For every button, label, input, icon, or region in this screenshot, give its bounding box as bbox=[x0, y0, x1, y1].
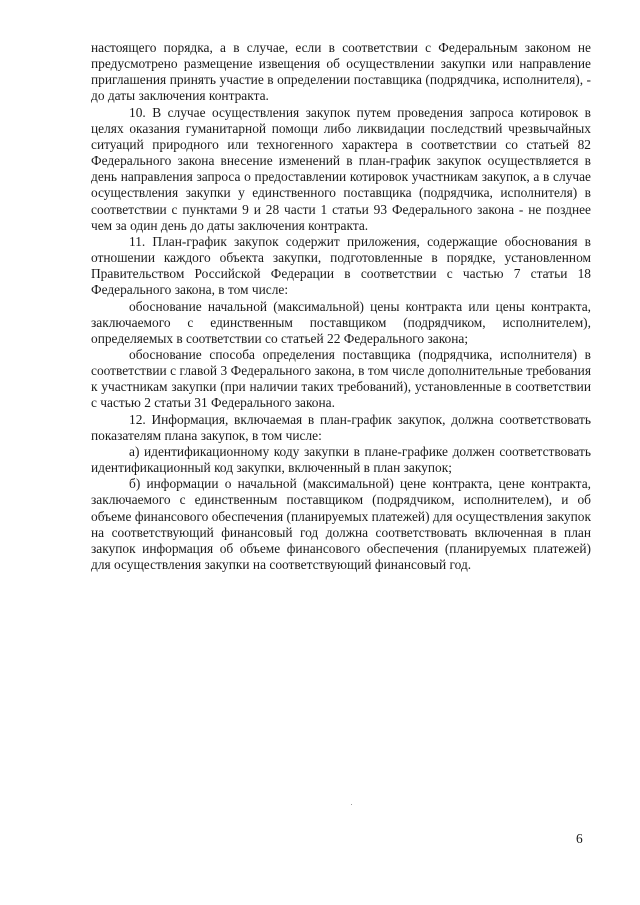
paragraph-item-12: 12. Информация, включаемая в план-график закупок, должна соответствовать показателям плана закупок, в том числе: bbox=[91, 411, 591, 443]
document-body bbox=[91, 40, 591, 573]
paragraph-item-11: 11. План-график закупок содержит приложения, содержащие обоснования в отношении каждого объекта закупки, подготовленные в порядке, установленном Правительством Российской Федерации в соответствии с частью 7 статьи 18 Федерального закона, в том числе: bbox=[91, 233, 591, 298]
paragraph-continuation: настоящего порядка, а в случае, если в соответствии с Федеральным законом не предусмотрено размещение извещения об осуществлении закупки или направление приглашения принять участие в определении поставщика (подрядчика, исполнителя), - до даты заключения контракта. bbox=[91, 40, 591, 104]
paragraph-item-11-method-justification: обоснование способа определения поставщика (подрядчика, исполнителя) в соответствии с главой 3 Федерального закона, в том числе дополнительные требования к участникам закупки (при наличии таких требований), установленные в соответствии с частью 2 статьи 31 Федерального закона. bbox=[91, 346, 591, 411]
paragraph-item-12a: а) идентификационному коду закупки в плане-графике должен соответствовать идентификационный код закупки, включенный в план закупок; bbox=[91, 443, 591, 476]
scan-speck bbox=[351, 804, 352, 805]
paragraph-item-11-price-justification: обоснование начальной (максимальной) цены контракта или цены контракта, заключаемого с единственным поставщиком (подрядчиком, исполнителем), определяемых в соответствии со статьей 22 Федерального закона; bbox=[91, 298, 591, 346]
paragraph-item-10: 10. В случае осуществления закупок путем проведения запроса котировок в целях оказания гуманитарной помощи либо ликвидации последствий чрезвычайных ситуаций природного или техногенного характера в соответствии со статьей 82 Федерального закона внесение изменений в план-график закупок осуществляется в день направления запроса о предоставлении котировок участникам закупок, а в случае осуществления закупки у единственного поставщика (подрядчика, исполнителя) в соответствии с пунктами 9 и 28 части 1 статьи 93 Федерального закона - не позднее чем за один день до даты заключения контракта. bbox=[91, 104, 591, 233]
paragraph-item-12b: б) информации о начальной (максимальной) цене контракта, цене контракта, заключаемого с единственным поставщиком (подрядчиком, исполнителем), и об объеме финансового обеспечения (планируемых платежей) для осуществления закупок на соответствующий финансовый год должна соответствовать включенная в план закупок информация об объеме финансового обеспечения (планируемых платежей) для осуществления закупки на соответствующий финансовый год. bbox=[91, 476, 591, 572]
page-number: 6 bbox=[576, 831, 583, 846]
